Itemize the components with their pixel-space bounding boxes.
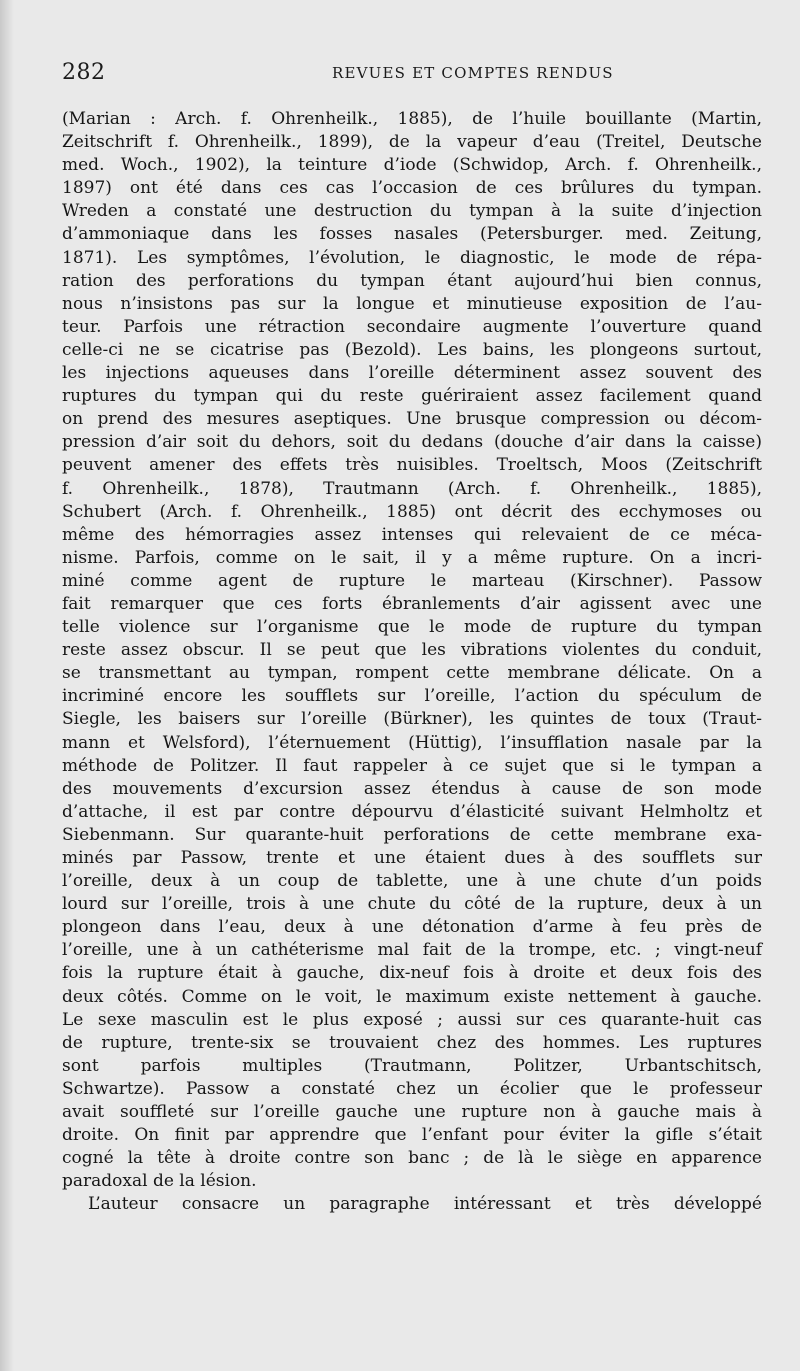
text-line: fois la rupture était à gauche, dix-neuf fois à droite et deux fois des	[62, 963, 762, 984]
text-line: d’ammoniaque dans les fosses nasales (Petersburger. med. Zeitung,	[62, 224, 762, 245]
text-line: telle violence sur l’organisme que le mode de rupture du tympan	[62, 617, 762, 638]
text-line: miné comme agent de rupture le marteau (Kirschner). Passow	[62, 570, 762, 591]
page-header	[62, 60, 782, 90]
text-line: avait souffleté sur l’oreille gauche une rupture non à gauche mais à	[62, 1102, 762, 1123]
text-line: ration des perforations du tympan étant aujourd’hui bien connus,	[62, 270, 762, 291]
text-line: Schubert (Arch. f. Ohrenheilk., 1885) ont décrit des ecchymoses ou	[62, 501, 762, 522]
text-line: Schwartze). Passow a constaté chez un écolier que le professeur	[62, 1078, 762, 1099]
text-line: les injections aqueuses dans l’oreille déterminent assez souvent des	[62, 363, 762, 384]
text-line: on prend des mesures aseptiques. Une brusque compression ou décom-	[62, 409, 762, 430]
text-line: mann et Welsford), l’éternuement (Hüttig), l’insufflation nasale par la	[62, 732, 762, 753]
text-line: nisme. Parfois, comme on le sait, il y a même rupture. On a incri-	[62, 547, 762, 568]
text-line: minés par Passow, trente et une étaient dues à des soufflets sur	[62, 848, 762, 868]
text-line: se transmettant au tympan, rompent cette membrane délicate. On a	[62, 663, 762, 684]
text-line: pression d’air soit du dehors, soit du dedans (douche d’air dans la caisse)	[62, 432, 762, 453]
text-line: reste assez obscur. Il se peut que les vibrations violentes du conduit,	[62, 640, 762, 661]
text-line: sont parfois multiples (Trautmann, Politzer, Urbantschitsch,	[62, 1055, 762, 1076]
text-line: Siebenmann. Sur quarante-huit perforations de cette membrane exa-	[62, 824, 762, 845]
text-line: Wreden a constaté une destruction du tympan à la suite d’injection	[62, 201, 762, 222]
text-line: l’oreille, deux à un coup de tablette, une à une chute d’un poids	[62, 871, 762, 892]
text-line: Zeitschrift f. Ohrenheilk., 1899), de la vapeur d’eau (Treitel, Deutsche	[62, 132, 762, 153]
text-line: 1871). Les symptômes, l’évolution, le diagnostic, le mode de répa-	[62, 247, 762, 268]
page-edge-shadow	[0, 0, 14, 1371]
text-line: celle-ci ne se cicatrise pas (Bezold). Les bains, les plongeons surtout,	[62, 339, 762, 360]
text-line: l’oreille, une à un cathéterisme mal fait de la trompe, etc. ; vingt-neuf	[62, 940, 762, 961]
text-line: paradoxal de la lésion.	[62, 1171, 257, 1192]
text-line: nous n’insistons pas sur la longue et minutieuse exposition de l’au-	[62, 293, 762, 314]
text-line: d’attache, il est par contre dépourvu d’élasticité suivant Helmholtz et	[62, 801, 762, 822]
text-line: méthode de Politzer. Il faut rappeler à ce sujet que si le tympan a	[62, 755, 762, 776]
text-line: teur. Parfois une rétraction secondaire augmente l’ouverture quand	[62, 316, 762, 337]
text-line: cogné la tête à droite contre son banc ; de là le siège en apparence	[62, 1148, 762, 1169]
text-line: f. Ohrenheilk., 1878), Trautmann (Arch. f. Ohrenheilk., 1885),	[62, 478, 762, 499]
text-line: Siegle, les baisers sur l’oreille (Bürkner), les quintes de toux (Traut-	[62, 709, 762, 730]
text-line: deux côtés. Comme on le voit, le maximum existe nettement à gauche.	[62, 986, 762, 1007]
text-line: 1897) ont été dans ces cas l’occasion de ces brûlures du tympan.	[62, 178, 762, 199]
text-line: lourd sur l’oreille, trois à une chute du côté de la rupture, deux à un	[62, 894, 762, 915]
text-line: de rupture, trente-six se trouvaient chez des hommes. Les ruptures	[62, 1032, 762, 1053]
text-line: peuvent amener des effets très nuisibles. Troeltsch, Moos (Zeitschrift	[62, 455, 762, 476]
page-number: 282	[62, 60, 106, 85]
text-line: même des hémorragies assez intenses qui relevaient de ce méca-	[62, 524, 762, 545]
text-line: L’auteur consacre un paragraphe intéressant et très développé	[88, 1194, 762, 1215]
body-text	[62, 108, 762, 1217]
text-line: ruptures du tympan qui du reste guériraient assez facilement quand	[62, 386, 762, 407]
text-line: des mouvements d’excursion assez étendus à cause de son mode	[62, 778, 762, 799]
text-line: Le sexe masculin est le plus exposé ; aussi sur ces quarante-huit cas	[62, 1009, 762, 1030]
text-line: fait remarquer que ces forts ébranlements d’air agissent avec une	[62, 593, 762, 614]
running-head: REVUES ET COMPTES RENDUS	[332, 64, 614, 82]
text-line: med. Woch., 1902), la teinture d’iode (Schwidop, Arch. f. Ohrenheilk.,	[62, 155, 762, 176]
text-line: droite. On finit par apprendre que l’enfant pour éviter la gifle s’était	[62, 1125, 762, 1146]
text-line: plongeon dans l’eau, deux à une détonation d’arme à feu près de	[62, 917, 762, 938]
text-line: (Marian : Arch. f. Ohrenheilk., 1885), de l’huile bouillante (Martin,	[62, 109, 762, 129]
text-line: incriminé encore les soufflets sur l’oreille, l’action du spéculum de	[62, 686, 762, 707]
